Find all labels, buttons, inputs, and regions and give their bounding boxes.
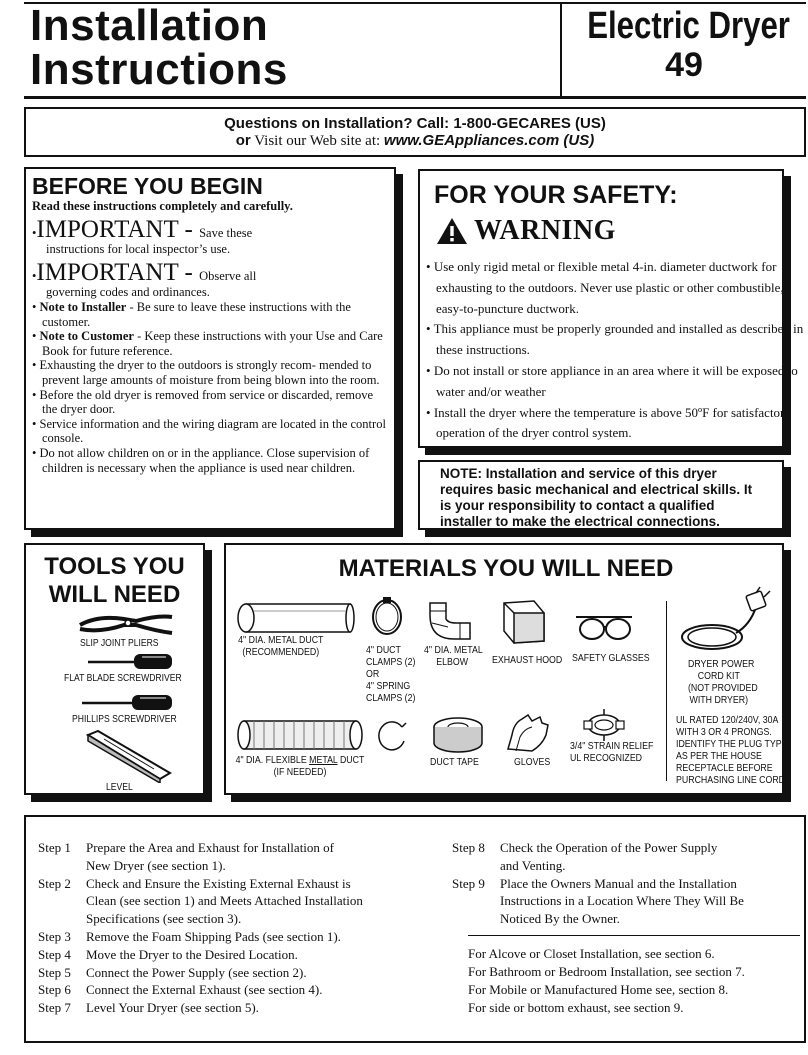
- step-row: [38, 981, 438, 999]
- safety-list: [426, 257, 806, 444]
- step-line: Noticed By the Owner.: [500, 911, 620, 927]
- references-rule: [468, 935, 800, 936]
- label-line: 4" SPRING: [366, 681, 411, 692]
- duct-tape-icon: [430, 715, 486, 755]
- step-row: [38, 928, 438, 946]
- list-item: • Note to Customer - Keep these instructions with your Use and Care Book for future reference.: [32, 329, 383, 358]
- label-part: DUCT: [337, 755, 365, 766]
- reference-line: For side or bottom exhaust, see section 9.: [468, 1000, 684, 1015]
- cord-ul-note: [676, 715, 787, 787]
- strain-relief-label: [570, 741, 653, 765]
- step-line: Place the Owners Manual and the Installation: [500, 875, 737, 891]
- step-line: Specifications (see section 3).: [86, 911, 242, 927]
- power-cord-icon: [678, 585, 774, 657]
- label-line: PURCHASING LINE CORD.: [676, 775, 788, 786]
- label-line: CLAMPS (2): [366, 657, 416, 668]
- tools-heading-line-1: TOOLS YOU: [44, 553, 185, 580]
- title-line-2: Instructions: [30, 45, 288, 94]
- step-line: Instructions in a Location Where They Will Be: [500, 893, 744, 909]
- step-line: Level Your Dryer (see section 5).: [86, 1000, 259, 1016]
- title-line-1: Installation: [30, 1, 269, 50]
- warning-label: WARNING: [474, 215, 616, 246]
- spring-clamp-icon: [376, 721, 408, 755]
- safety-heading: FOR YOUR SAFETY:: [434, 181, 678, 209]
- tools-box: [24, 543, 205, 795]
- safety-glasses-icon: [574, 611, 636, 645]
- step-line: Prepare the Area and Exhaust for Installation of: [86, 840, 334, 855]
- important-word: IMPORTANT: [36, 259, 179, 286]
- materials-heading: MATERIALS YOU WILL NEED: [338, 555, 674, 582]
- step-row: [38, 999, 438, 1017]
- questions-website-line: [26, 132, 804, 150]
- important-note-2: •IMPORTANT - Observe all: [32, 259, 257, 286]
- step-row: [38, 875, 438, 928]
- gloves-icon: [502, 711, 554, 755]
- item-text: Exhausting the dryer to the outdoors is strongly recom- mended to prevent large amounts of moisture from being blown into the room.: [39, 358, 380, 387]
- step-number: Step 2: [38, 875, 71, 891]
- tool-label: FLAT BLADE SCREWDRIVER: [64, 673, 182, 684]
- phillips-screwdriver-icon: [80, 691, 174, 713]
- flat-screwdriver-icon: [86, 649, 174, 671]
- before-you-begin-list: [32, 300, 388, 475]
- step-number: Step 8: [452, 840, 485, 855]
- item-text: This appliance must be properly grounded and installed as described in these instructions.: [433, 321, 804, 358]
- item-text: Use only rigid metal or flexible metal 4-in. diameter ductwork for exhausting to the outdoors. Never use plastic or other combustible, easy-to-puncture ductwork.: [433, 259, 784, 316]
- item-bold: Note to Installer: [39, 300, 127, 314]
- important-dash: -: [178, 216, 200, 243]
- step-row: [38, 946, 438, 964]
- important-note-1: •IMPORTANT - Save these: [32, 216, 253, 243]
- metal-duct-label: [228, 635, 334, 659]
- tool-label: LEVEL: [106, 782, 133, 793]
- label-line: (NOT PROVIDED: [688, 683, 758, 694]
- important-tail: Observe all: [199, 269, 257, 283]
- header-divider: [560, 2, 562, 96]
- power-cord-label: [688, 659, 758, 707]
- label-line: OR: [366, 669, 380, 680]
- warning-triangle-icon: [436, 217, 468, 245]
- document-title: [30, 1, 288, 94]
- step-line: Move the Dryer to the Desired Location.: [86, 946, 298, 962]
- important-dash: -: [178, 259, 200, 286]
- important-note-1-sub: instructions for local inspector’s use.: [46, 242, 231, 256]
- step-line: Connect the External Exhaust (see section 4).: [86, 982, 323, 998]
- step-number: Step 7: [38, 1000, 71, 1016]
- list-item: • Do not install or store appliance in an area where it will be exposed to water and/or weather: [426, 362, 798, 399]
- label-line: IDENTIFY THE PLUG TYPE: [676, 739, 788, 750]
- step-text: [86, 839, 334, 875]
- steps-left-column: [38, 839, 438, 1017]
- reference-line: For Alcove or Closet Installation, see section 6.: [468, 946, 715, 961]
- steps-right-column: [452, 839, 802, 928]
- label-line: DRYER POWER: [688, 659, 755, 670]
- step-line: and Venting.: [500, 857, 566, 873]
- gloves-label: GLOVES: [514, 757, 551, 768]
- label-line: ELBOW: [436, 657, 469, 668]
- item-text: - Be sure to leave these instructions with the customer.: [42, 300, 351, 329]
- website-link[interactable]: www.GEAppliances.com (US): [383, 132, 595, 149]
- questions-phone: Questions on Installation? Call: 1-800-GECARES (US): [224, 115, 606, 132]
- materials-separator: [666, 601, 667, 781]
- level-icon: [84, 729, 174, 783]
- step-number: Step 1: [38, 840, 71, 855]
- label-line: WITH DRYER): [689, 695, 749, 706]
- list-item: • Exhausting the dryer to the outdoors is strongly recom- mended to prevent large amounts of moisture from being blown into the room.: [32, 358, 380, 387]
- label-line: (IF NEEDED): [273, 767, 327, 778]
- reference-line: For Bathroom or Bedroom Installation, see section 7.: [468, 964, 745, 979]
- steps-box: [24, 815, 806, 1043]
- pliers-icon: [78, 611, 174, 635]
- step-row: [452, 839, 802, 875]
- label-line: 4" DIA. METAL DUCT: [238, 635, 324, 646]
- duct-tape-label: DUCT TAPE: [430, 757, 479, 768]
- step-row: [38, 964, 438, 982]
- safety-glasses-label: SAFETY GLASSES: [572, 653, 650, 664]
- item-text: - Keep these instructions with your Use and Care Book for future reference.: [42, 329, 383, 358]
- list-item: • Note to Installer - Be sure to leave these instructions with the customer.: [32, 300, 351, 329]
- tool-label: SLIP JOINT PLIERS: [80, 638, 159, 649]
- label-line: CLAMPS (2): [366, 693, 416, 704]
- tool-label: PHILLIPS SCREWDRIVER: [72, 714, 177, 725]
- step-text: [86, 875, 363, 928]
- duct-clamp-icon: [370, 597, 404, 637]
- warning-row: [436, 215, 616, 247]
- note-box: NOTE: Installation and service of this dryer requires basic mechanical and electrical skills. It is your responsibility to contact a qualified installer to make the electrical connections.: [418, 460, 784, 530]
- label-line: CORD KIT: [697, 671, 740, 682]
- questions-box: [24, 107, 806, 157]
- header-bottom-rule: [24, 96, 806, 99]
- flexible-duct-icon: [236, 717, 364, 753]
- product-name: Electric Dryer: [587, 5, 790, 47]
- step-number: Step 5: [38, 964, 71, 980]
- label-line: 4" DIA. METAL: [424, 645, 483, 656]
- step-line: Check the Operation of the Power Supply: [500, 840, 718, 855]
- step-line: Connect the Power Supply (see section 2).: [86, 964, 307, 980]
- visit-text: Visit our Web site at:: [250, 133, 384, 149]
- section-references: [468, 945, 745, 1017]
- label-line: UL RATED 120/240V, 30A: [676, 715, 779, 726]
- reference-line: For Mobile or Manufactured Home see, section 8.: [468, 982, 729, 997]
- step-number: Step 6: [38, 982, 71, 998]
- tools-heading: [26, 553, 203, 609]
- step-number: Step 4: [38, 946, 71, 962]
- item-text: Do not allow children on or in the appliance. Close supervision of children is necessary when the appliance is used near children.: [39, 445, 370, 475]
- step-number: Step 3: [38, 928, 71, 944]
- label-line: AS PER THE HOUSE: [676, 751, 762, 762]
- product-number: 49: [665, 46, 703, 84]
- step-text: [500, 839, 717, 875]
- or-word: or: [235, 132, 251, 149]
- step-text: [500, 875, 744, 928]
- flexible-duct-label: [234, 755, 366, 779]
- label-line: UL RECOGNIZED: [570, 753, 643, 764]
- step-number: Step 9: [452, 875, 485, 891]
- label-line: WITH 3 OR 4 PRONGS.: [676, 727, 772, 738]
- item-bold: Note to Customer: [39, 329, 134, 344]
- item-text: Before the old dryer is removed from service or discarded, remove the dryer door.: [39, 387, 374, 417]
- label-part: 4" DIA. FLEXIBLE: [235, 755, 310, 766]
- elbow-label: [424, 645, 483, 669]
- item-text: Install the dryer where the temperature is above 50ºF for satisfactory operation of the dryer control system.: [433, 404, 791, 441]
- clamps-label: [366, 645, 415, 705]
- safety-box: [418, 169, 804, 448]
- step-line: Check and Ensure the Existing External Exhaust is: [86, 875, 351, 891]
- step-line: Clean (see section 1) and Meets Attached Installation: [86, 893, 363, 909]
- step-line: New Dryer (see section 1).: [86, 857, 226, 873]
- strain-relief-icon: [582, 707, 626, 743]
- exhaust-hood-icon: [498, 599, 548, 645]
- step-line: Remove the Foam Shipping Pads (see section 1).: [86, 928, 341, 944]
- list-item: • Use only rigid metal or flexible metal 4-in. diameter ductwork for exhausting to the outdoors. Never use plastic or other combustible, easy-to-puncture ductwork.: [426, 259, 784, 316]
- important-tail: Save these: [199, 226, 253, 240]
- before-you-begin-heading: BEFORE YOU BEGIN: [32, 173, 263, 199]
- step-row: [38, 839, 438, 875]
- metal-duct-icon: [236, 601, 356, 635]
- label-line: 3/4" STRAIN RELIEF: [570, 741, 654, 752]
- exhaust-hood-label: EXHAUST HOOD: [492, 655, 563, 666]
- important-word: IMPORTANT: [36, 216, 179, 243]
- before-you-begin-box: [24, 167, 396, 530]
- label-line: (RECOMMENDED): [242, 647, 320, 658]
- list-item: • This appliance must be properly grounded and installed as described in these instructions.: [426, 321, 804, 358]
- label-line: 4" DUCT: [366, 645, 401, 656]
- materials-box: [224, 543, 788, 795]
- tools-heading-line-2: WILL NEED: [48, 581, 181, 608]
- item-text: Do not install or store appliance in an area where it will be exposed to water and/or weather: [433, 362, 798, 399]
- label-line: [234, 755, 366, 767]
- important-note-2-sub: governing codes and ordinances.: [46, 285, 210, 299]
- item-text: Service information and the wiring diagram are located in the control console.: [39, 416, 386, 446]
- before-you-begin-intro: Read these instructions completely and carefully.: [32, 199, 293, 213]
- list-item: • Do not allow children on or in the appliance. Close supervision of children is necessary when the appliance is used near children.: [32, 445, 370, 475]
- metal-elbow-icon: [426, 601, 472, 641]
- list-item: • Service information and the wiring diagram are located in the control console.: [32, 416, 386, 446]
- label-part: METAL: [309, 755, 338, 766]
- list-item: • Before the old dryer is removed from service or discarded, remove the dryer door.: [32, 387, 374, 417]
- step-row: [452, 875, 802, 928]
- label-line: RECEPTACLE BEFORE: [676, 763, 773, 774]
- list-item: • Install the dryer where the temperature is above 50ºF for satisfactory operation of the dryer control system.: [426, 404, 791, 441]
